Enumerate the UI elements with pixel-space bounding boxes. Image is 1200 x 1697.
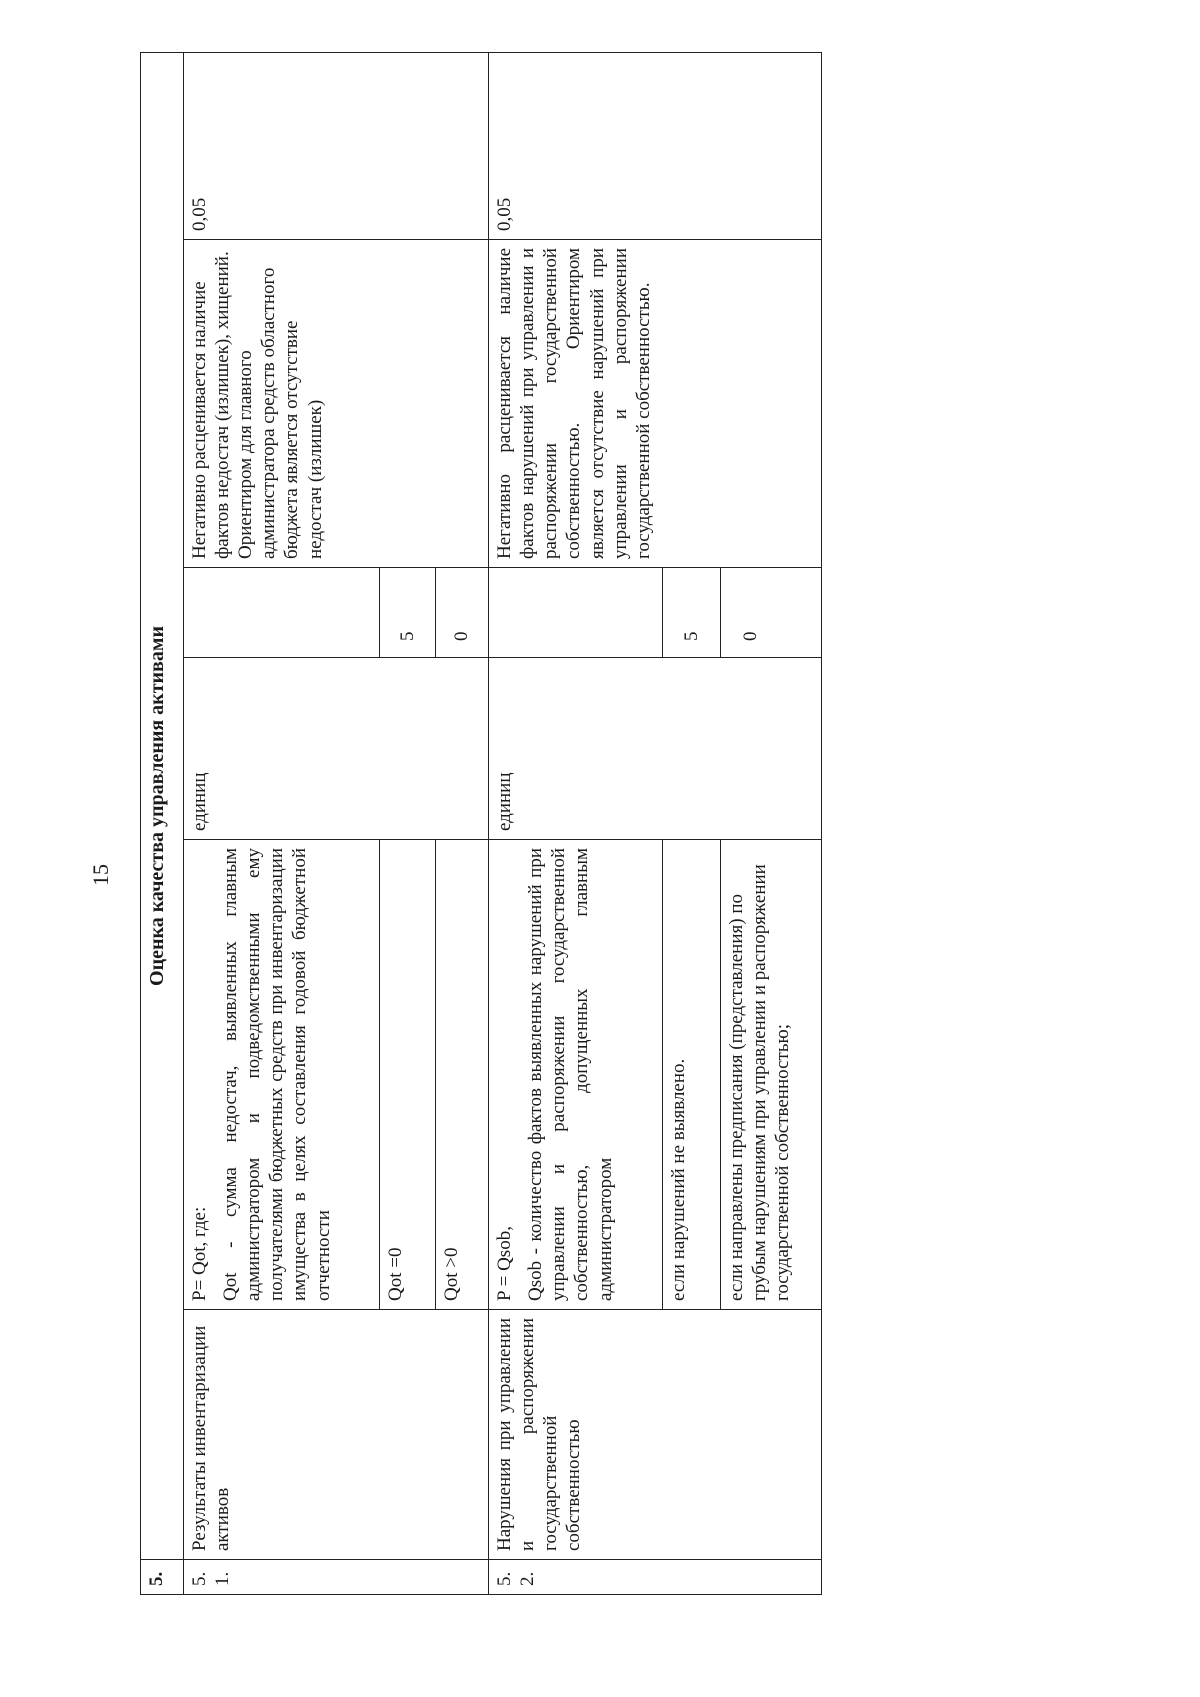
condition-text: Qot >0 (435, 840, 488, 1310)
formula-cell (488, 840, 662, 1310)
rotated-page-content (140, 53, 822, 1595)
condition-text: если направлены предписания (представления) по грубым нарушениям при управлении и распоряжении государственной собственностью; (720, 840, 821, 1310)
indicator-name: Нарушения при управлении и распоряжении государственной собственностью (488, 1310, 821, 1560)
section-number: 5. (141, 1560, 184, 1595)
unit: единиц (183, 658, 488, 840)
comment: Негативно расценивается наличие фактов нарушений при управлении и распоряжении государственной собственностью. Ориентиром является отсутствие нарушений при управлении и распоряжении государственной собственностью. (488, 240, 821, 568)
row-number: 5.2. (488, 1560, 821, 1595)
table-row (488, 52, 662, 1594)
section-header-row (141, 52, 184, 1594)
indicator-table (140, 52, 822, 1595)
table-row (183, 52, 379, 1594)
score-blank (183, 568, 379, 658)
formula-description: Qsob - количество фактов выявленных нарушений при управлении и распоряжении государственной собственностью, допущенных главным администратором (525, 848, 616, 1301)
weight: 0,05 (183, 52, 488, 239)
page-number: 15 (88, 864, 113, 886)
condition-text: Qot =0 (380, 840, 436, 1310)
condition-score: 5 (662, 568, 720, 658)
condition-score: 0 (435, 568, 488, 658)
condition-score: 5 (380, 568, 436, 658)
formula: P = Qsob, (493, 1226, 515, 1301)
unit: единиц (488, 658, 821, 840)
score-blank (488, 568, 662, 658)
condition-text: если нарушений не выявлено. (662, 840, 720, 1310)
weight: 0,05 (488, 52, 821, 239)
formula-cell (183, 840, 379, 1310)
formula: P= Qot, где: (188, 1206, 210, 1301)
formula-description: Qot - сумма недостач, выявленных главным администратором и подведомственными ему получателями бюджетных средств при инвентаризации имущества в целях составления годовой бюджетной отчетности (219, 848, 334, 1301)
comment: Негативно расценивается наличие фактов недостач (излишек), хищений. Ориентиром для главного администратора средств областного бюджета является отсутствие недостач (излишек) (183, 240, 488, 568)
row-number: 5.1. (183, 1560, 488, 1595)
condition-score: 0 (720, 568, 821, 658)
indicator-name: Результаты инвентаризации активов (183, 1310, 488, 1560)
section-title: Оценка качества управления активами (141, 52, 184, 1559)
